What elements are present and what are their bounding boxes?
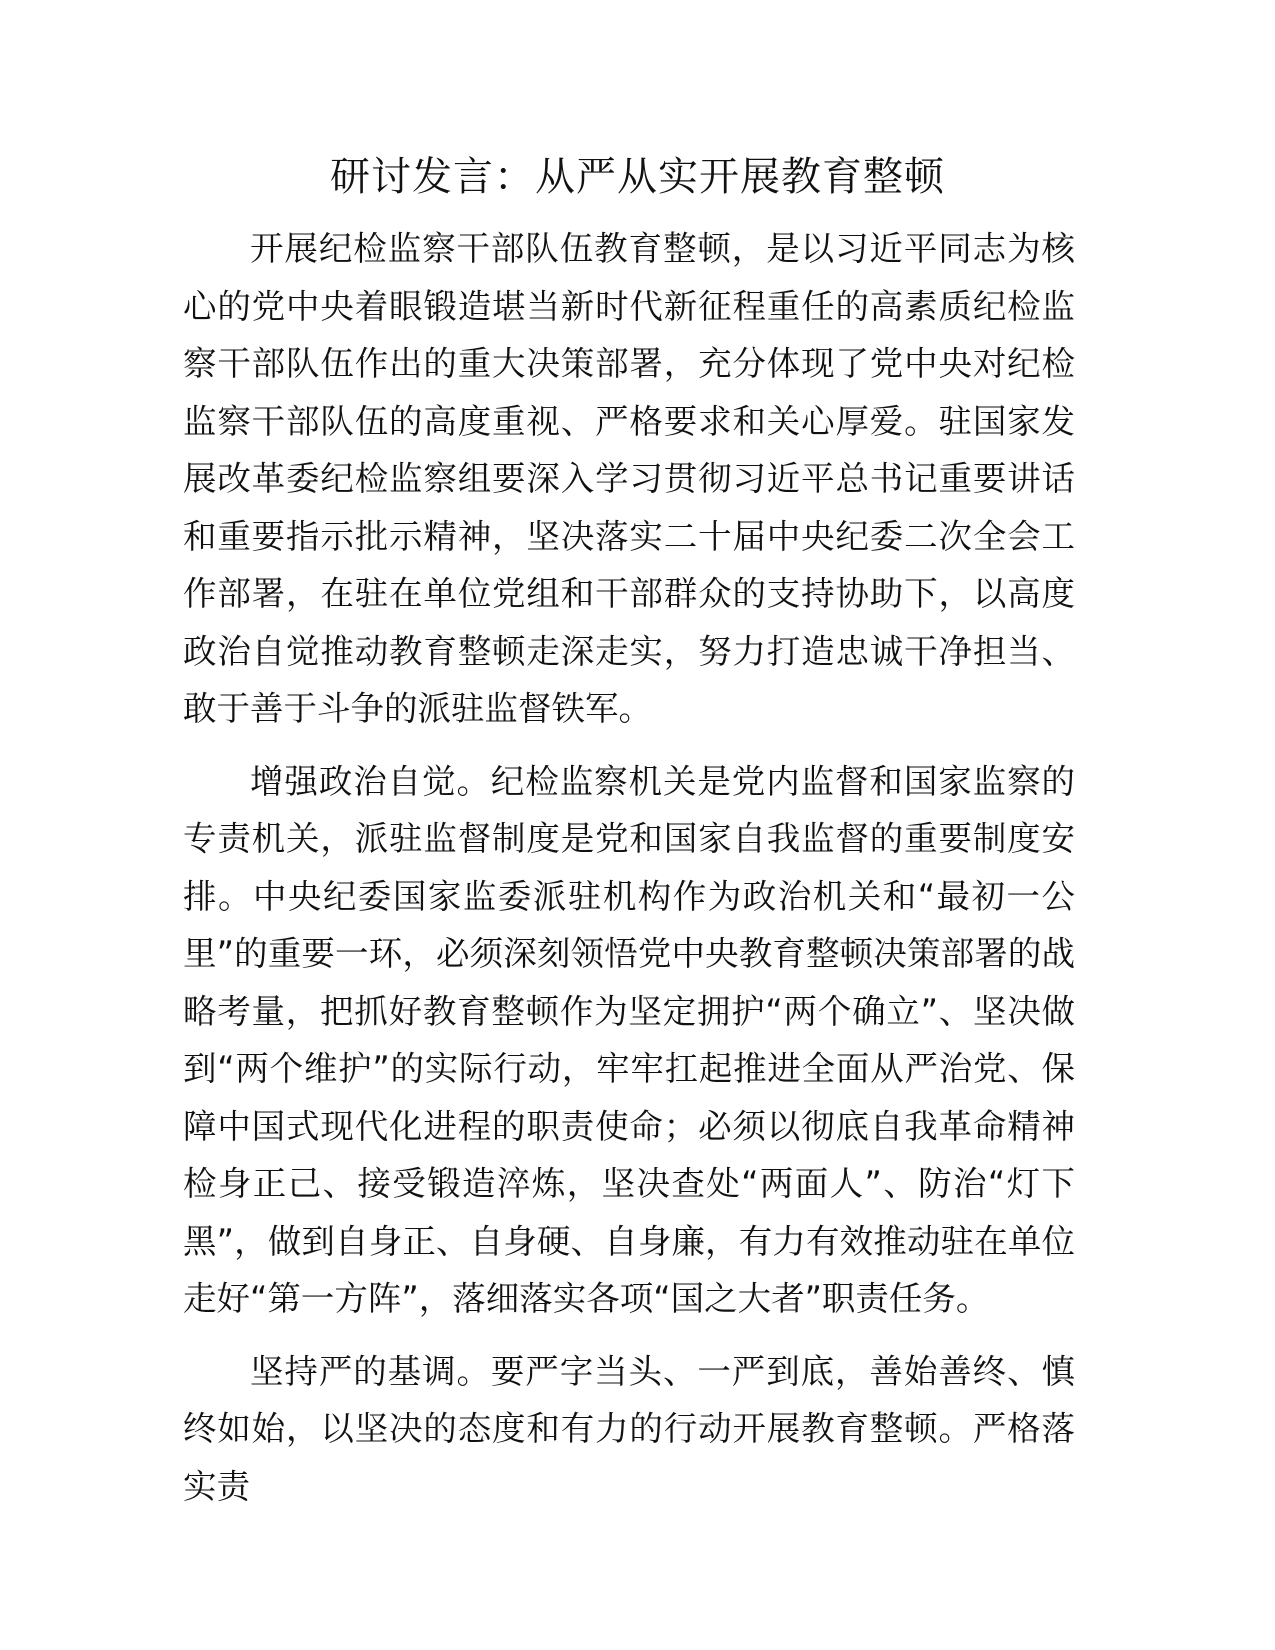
paragraph-political-awareness: 增强政治自觉。纪检监察机关是党内监督和国家监察的专责机关，派驻监督制度是党和国家自我监督的重要制度安排。中央纪委国家监委派驻机构作为政治机关和“最初一公里”的重要一环，必须深刻领悟党中央教育整顿决策部署的战略考量，把抓好教育整顿作为坚定拥护“两个确立”、坚决做到“两个维护”的实际行动，牢牢扛起推进全面从严治党、保障中国式现代化进程的职责使命；必须以彻底自我革命精神检身正己、接受锻造淬炼，坚决查处“两面人”、防治“灯下黑”，做到自身正、自身硬、自身廉，有力有效推动驻在单位走好“第一方阵”，落细落实各项“国之大者”职责任务。: [183, 761, 1075, 1318]
document-body: [183, 220, 1075, 1530]
paragraph-intro: 开展纪检监察干部队伍教育整顿，是以习近平同志为核心的党中央着眼锻造堪当新时代新征程重任的高素质纪检监察干部队伍作出的重大决策部署，充分体现了党中央对纪检监察干部队伍的高度重视、严格要求和关心厚爱。驻国家发展改革委纪检监察组要深入学习贯彻习近平总书记重要讲话和重要指示批示精神，坚决落实二十届中央纪委二次全会工作部署，在驻在单位党组和干部群众的支持协助下，以高度政治自觉推动教育整顿走深走实，努力打造忠诚干净担当、敢于善于斗争的派驻监督铁军。: [183, 229, 1075, 728]
paragraph-strict-tone: 坚持严的基调。要严字当头、一严到底，善始善终、慎终如始，以坚决的态度和有力的行动开展教育整顿。严格落实责: [183, 1351, 1075, 1506]
document-title: 研讨发言：从严从实开展教育整顿: [330, 154, 945, 200]
